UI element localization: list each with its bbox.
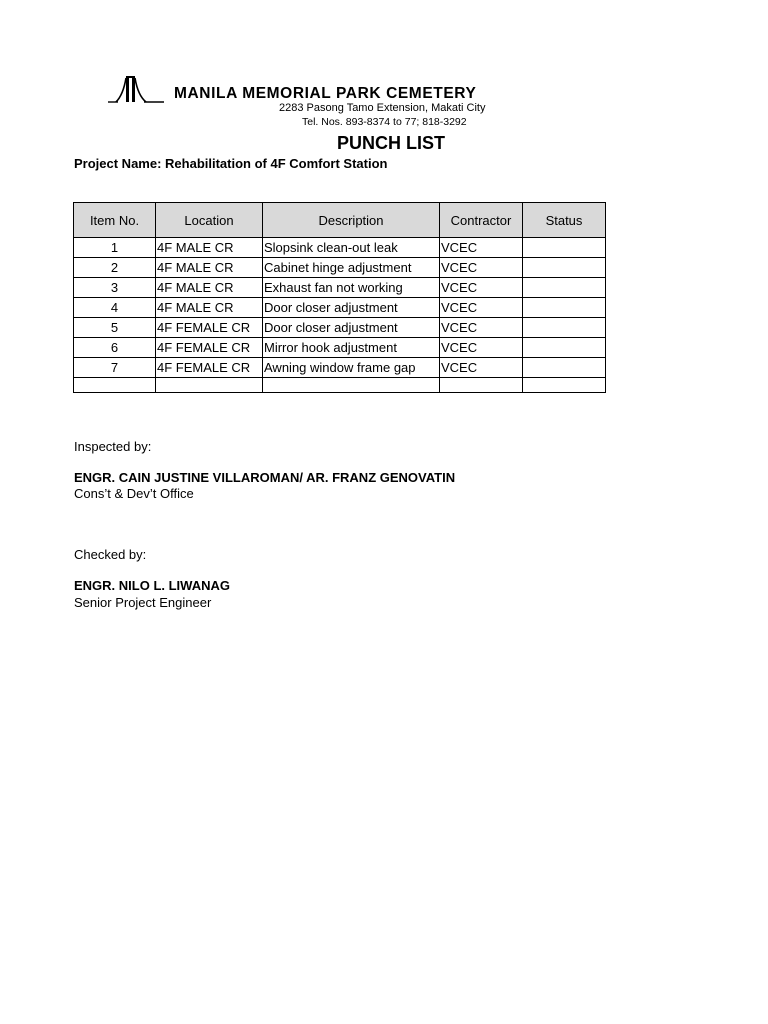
- table-row: [74, 318, 606, 338]
- checker-name: ENGR. NILO L. LIWANAG: [74, 578, 230, 593]
- cell-location: 4F FEMALE CR: [156, 338, 263, 358]
- cell-location: 4F MALE CR: [156, 238, 263, 258]
- table-row-empty: [74, 378, 606, 393]
- cell-location: [156, 378, 263, 393]
- cell-item-no: 3: [74, 278, 156, 298]
- cell-status: [523, 258, 606, 278]
- company-address: 2283 Pasong Tamo Extension, Makati City: [279, 102, 486, 114]
- cell-item-no: 1: [74, 238, 156, 258]
- punch-list-table: [73, 202, 606, 393]
- inspector-office: Cons’t & Dev’t Office: [74, 486, 194, 501]
- checker-title: Senior Project Engineer: [74, 595, 212, 610]
- table-row: [74, 298, 606, 318]
- cell-description: Awning window frame gap: [263, 358, 440, 378]
- table-row: [74, 238, 606, 258]
- cell-item-no: 7: [74, 358, 156, 378]
- cell-item-no: 5: [74, 318, 156, 338]
- table-header-row: [74, 203, 606, 238]
- company-telephone: Tel. Nos. 893-8374 to 77; 818-3292: [302, 116, 467, 128]
- cell-item-no: [74, 378, 156, 393]
- cell-description: Mirror hook adjustment: [263, 338, 440, 358]
- cell-item-no: 4: [74, 298, 156, 318]
- cell-contractor: VCEC: [440, 238, 523, 258]
- cell-contractor: VCEC: [440, 358, 523, 378]
- cell-status: [523, 338, 606, 358]
- company-name: MANILA MEMORIAL PARK CEMETERY: [174, 85, 477, 102]
- cell-description: Door closer adjustment: [263, 298, 440, 318]
- page-title: PUNCH LIST: [337, 133, 445, 153]
- cell-description: Exhaust fan not working: [263, 278, 440, 298]
- letterhead: [106, 70, 606, 132]
- header-item-no: Item No.: [74, 203, 156, 238]
- cell-item-no: 2: [74, 258, 156, 278]
- cell-contractor: VCEC: [440, 318, 523, 338]
- cell-location: 4F MALE CR: [156, 258, 263, 278]
- checked-by-label: Checked by:: [74, 547, 147, 562]
- cell-status: [523, 238, 606, 258]
- cell-contractor: VCEC: [440, 278, 523, 298]
- cell-item-no: 6: [74, 338, 156, 358]
- cell-location: 4F FEMALE CR: [156, 318, 263, 338]
- cell-status: [523, 358, 606, 378]
- cell-contractor: VCEC: [440, 298, 523, 318]
- header-status: Status: [523, 203, 606, 238]
- arch-monument-logo-icon: [106, 74, 166, 104]
- header-contractor: Contractor: [440, 203, 523, 238]
- header-description: Description: [263, 203, 440, 238]
- cell-location: 4F FEMALE CR: [156, 358, 263, 378]
- cell-description: Door closer adjustment: [263, 318, 440, 338]
- inspector-name: ENGR. CAIN JUSTINE VILLAROMAN/ AR. FRANZ GENOVATIN: [74, 470, 456, 485]
- table-row: [74, 278, 606, 298]
- table-row: [74, 358, 606, 378]
- cell-description: [263, 378, 440, 393]
- cell-contractor: VCEC: [440, 338, 523, 358]
- cell-status: [523, 278, 606, 298]
- cell-description: Cabinet hinge adjustment: [263, 258, 440, 278]
- header-location: Location: [156, 203, 263, 238]
- inspected-by-label: Inspected by:: [74, 439, 152, 454]
- cell-description: Slopsink clean-out leak: [263, 238, 440, 258]
- cell-location: 4F MALE CR: [156, 278, 263, 298]
- table-row: [74, 338, 606, 358]
- cell-status: [523, 378, 606, 393]
- cell-status: [523, 318, 606, 338]
- cell-contractor: VCEC: [440, 258, 523, 278]
- cell-contractor: [440, 378, 523, 393]
- cell-location: 4F MALE CR: [156, 298, 263, 318]
- table-row: [74, 258, 606, 278]
- cell-status: [523, 298, 606, 318]
- project-name: Project Name: Rehabilitation of 4F Comfort Station: [74, 156, 388, 171]
